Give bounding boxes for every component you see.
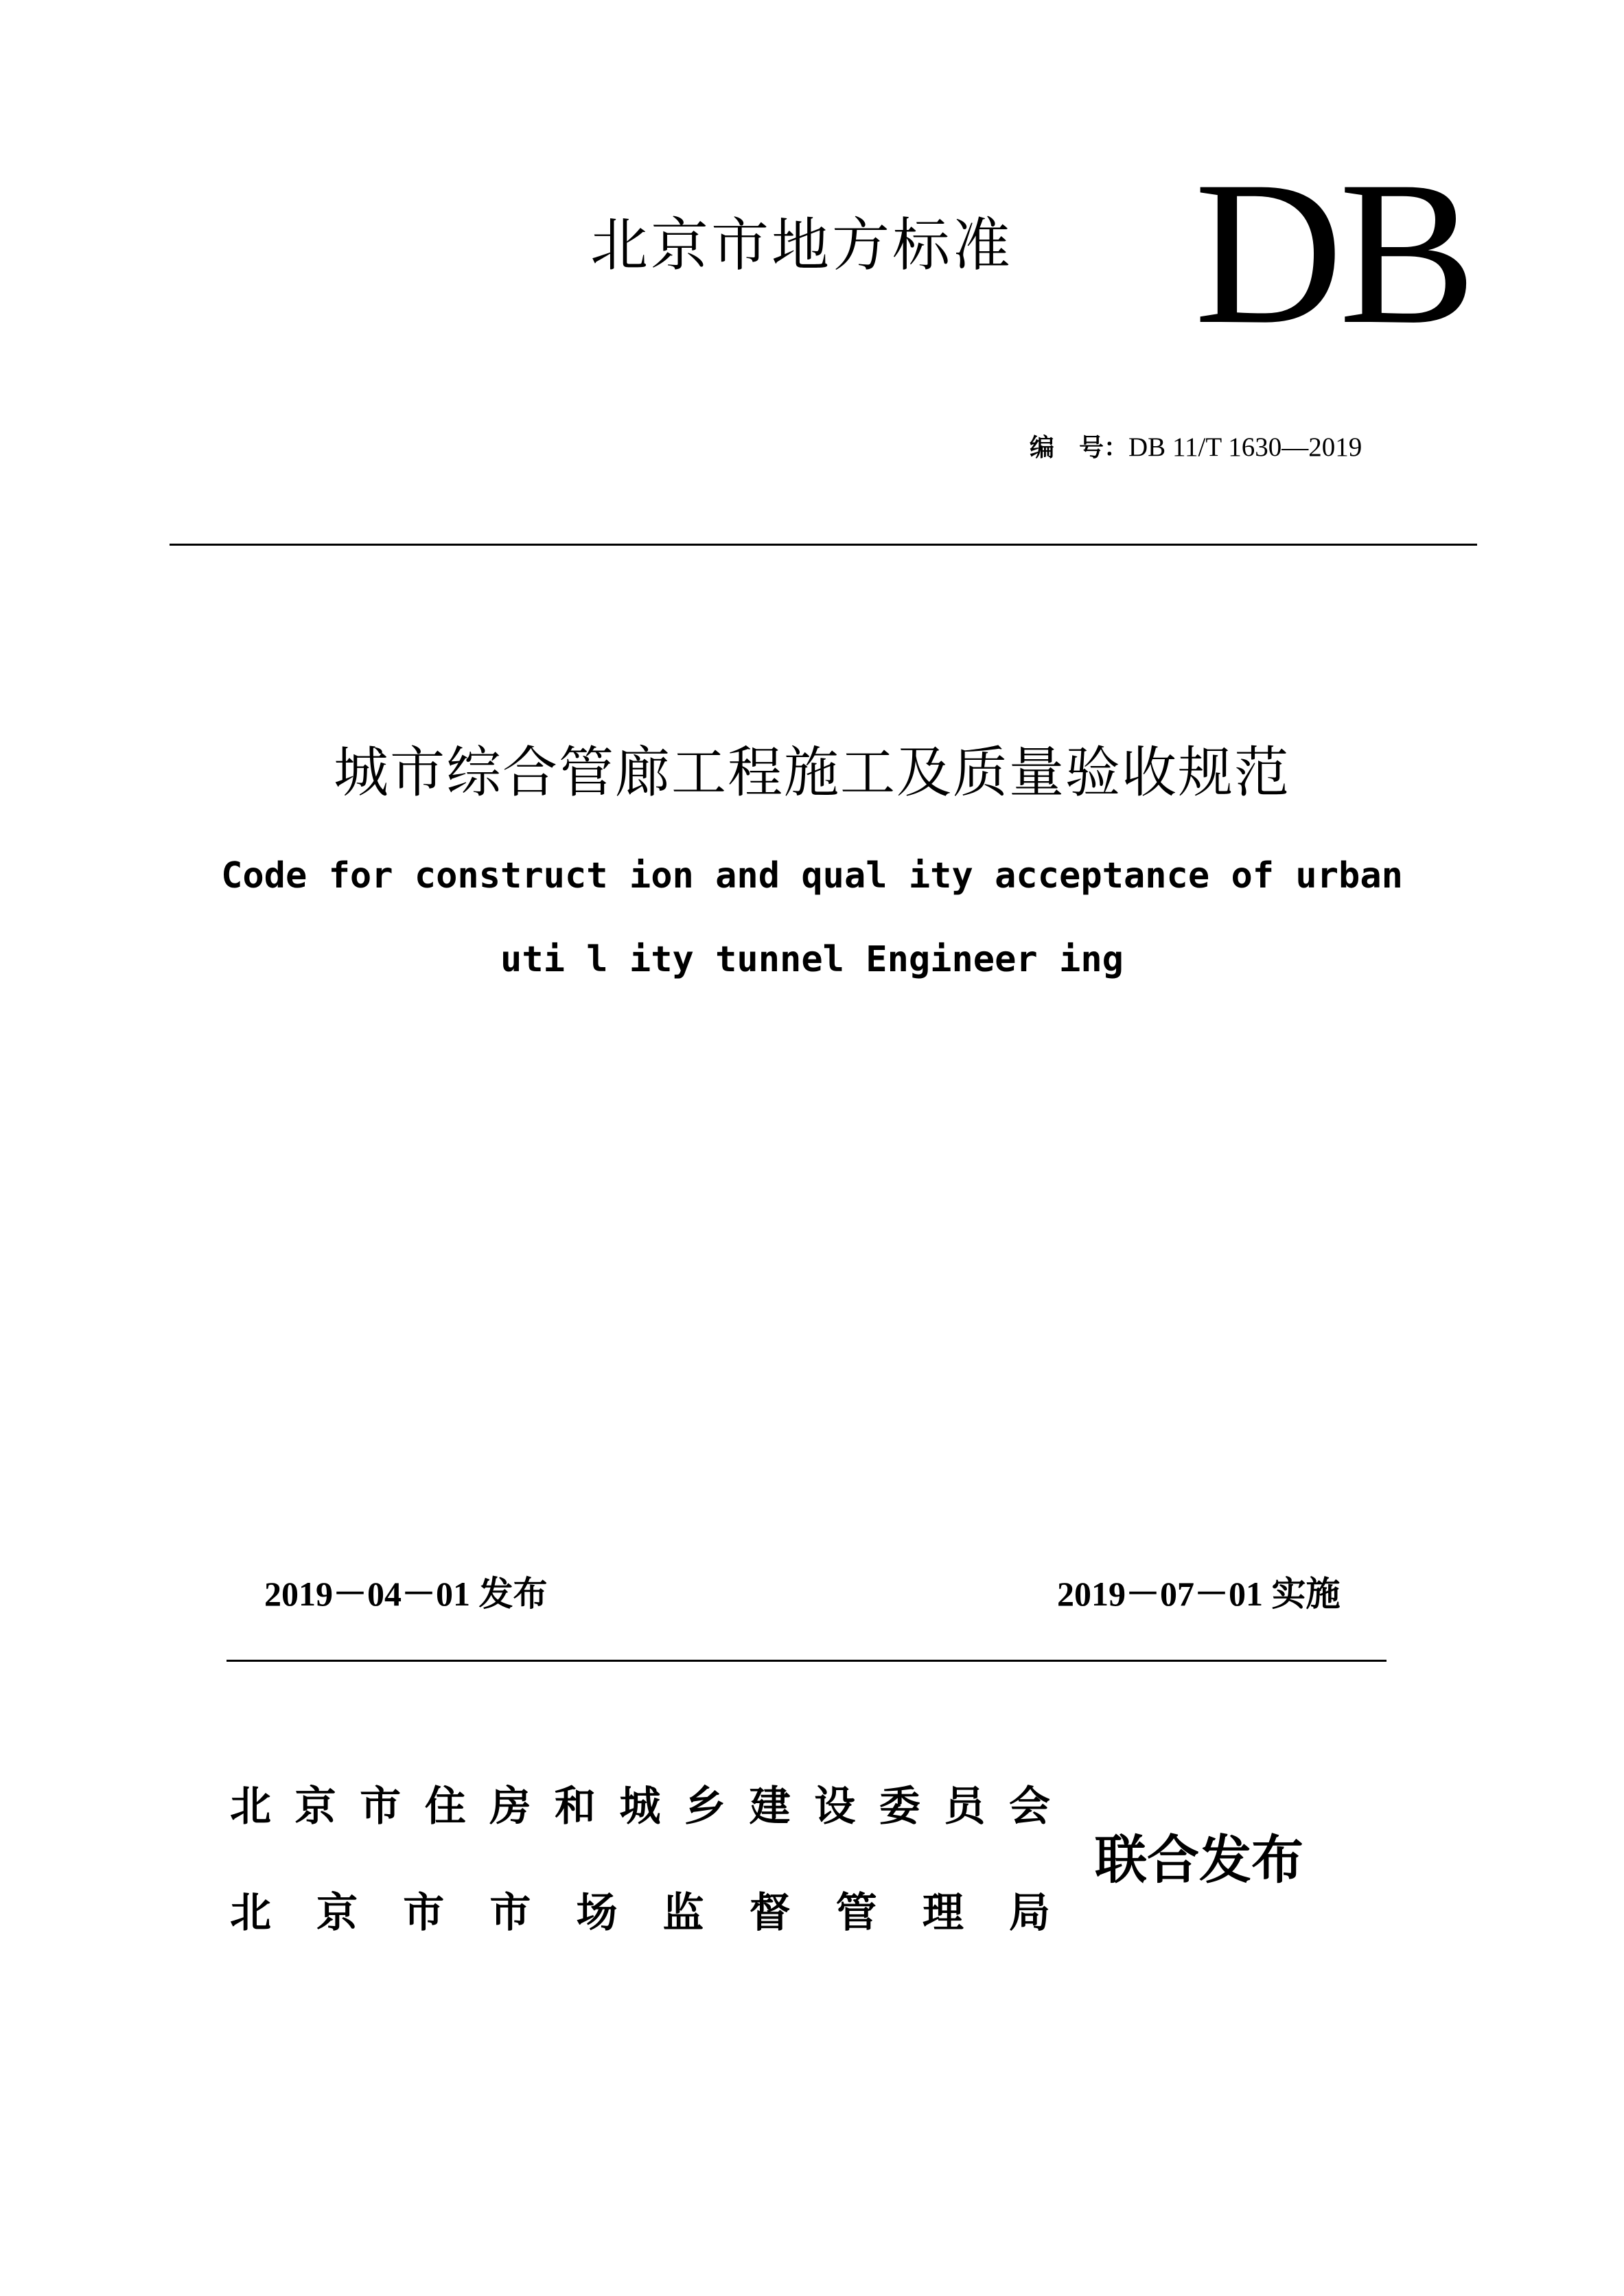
publisher-char: 市 [360, 1783, 402, 1831]
publisher-char: 监 [662, 1889, 704, 1937]
publisher-char: 局 [1008, 1889, 1050, 1937]
issue-date: 2019－04－01 发布 [264, 1575, 548, 1613]
db-logo: DB [1194, 139, 1472, 367]
document-title-english-line2: uti l ity tunnel Engineer ing [500, 939, 1124, 980]
top-divider [170, 544, 1477, 546]
publisher-char: 员 [944, 1783, 986, 1831]
publisher-char: 城 [619, 1783, 661, 1831]
document-title-chinese: 城市综合管廊工程施工及质量验收规范 [334, 741, 1290, 804]
joint-publication-label: 联合发布 [1095, 1829, 1303, 1890]
publisher-char: 督 [749, 1889, 791, 1937]
publisher-char: 委 [879, 1783, 920, 1831]
document-title-english-line1: Code for construct ion and qual ity acceptance of urban [221, 855, 1403, 896]
publisher-char: 北 [230, 1783, 271, 1831]
publisher-char: 和 [554, 1783, 596, 1831]
publisher-housing-commission [230, 1783, 1050, 1831]
bottom-divider [227, 1660, 1387, 1662]
implementation-date: 2019－07－01 实施 [1057, 1575, 1341, 1613]
standard-number [1030, 434, 1362, 461]
publisher-char: 市 [403, 1889, 445, 1937]
publisher-char: 住 [424, 1783, 466, 1831]
publisher-char: 市 [489, 1889, 531, 1937]
publisher-market-regulation [230, 1889, 1050, 1937]
publisher-char: 乡 [684, 1783, 726, 1831]
standard-type-heading: 北京市地方标准 [590, 211, 1014, 279]
publisher-char: 京 [294, 1783, 336, 1831]
publisher-char: 房 [489, 1783, 531, 1831]
publisher-char: 场 [576, 1889, 618, 1937]
publisher-char: 建 [749, 1783, 791, 1831]
publisher-char: 管 [835, 1889, 877, 1937]
publisher-char: 理 [922, 1889, 964, 1937]
publisher-char: 设 [814, 1783, 856, 1831]
publisher-char: 京 [316, 1889, 358, 1937]
publisher-char: 会 [1008, 1783, 1050, 1831]
standard-number-value: DB 11/T 1630—2019 [1128, 432, 1362, 462]
publisher-char: 北 [230, 1889, 271, 1937]
standard-number-label: 编 号： [1030, 434, 1129, 462]
